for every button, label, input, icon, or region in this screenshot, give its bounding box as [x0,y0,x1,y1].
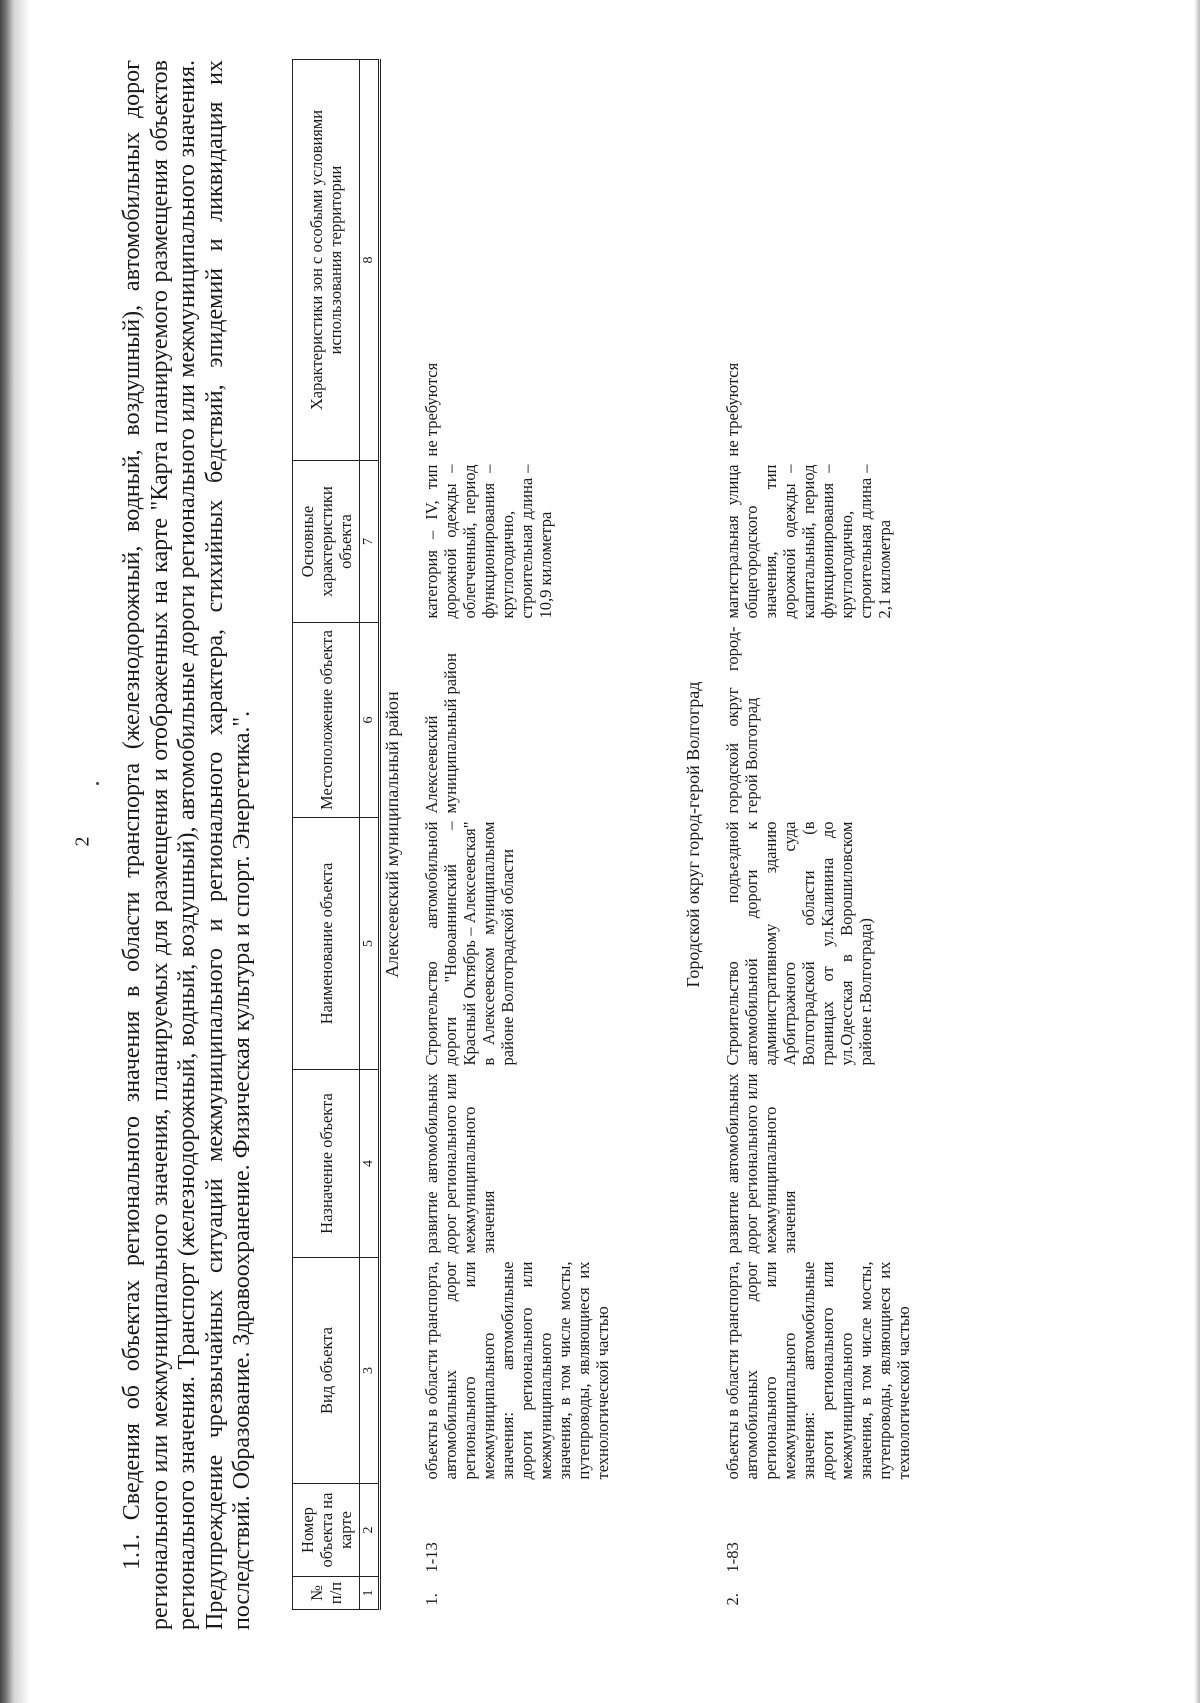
page-number: 2 [71,836,94,847]
objects-table [292,59,915,1610]
cell-location: городской округ город-герой Волгоград [723,626,761,814]
col-number: 5 [360,818,380,1070]
cell-location: Алексеевский муниципальный район [422,653,460,814]
col-number: 8 [360,60,380,461]
col-number: 7 [360,461,380,623]
scan-right-edge [1194,0,1200,1703]
col-header-num: № п/п [293,1577,360,1610]
cell-name: Строительство подъездной автомобильной дороги к административному зданию Арбитражного суда Волгоградской области (в границах от ул.Калинина до ул.Одесская в Ворошиловском районе г.Волгограда) [723,821,875,1066]
col-number: 3 [360,1258,380,1484]
table-column-numbers-row [360,60,380,1610]
cell-name: Строительство автомобильной дороги "Новоаннинский – Красный Октябрь – Алексеевская" в Алексеевском муниципальном районе Волгоградской области [422,821,517,1066]
cell-kind: объекты в области транспорта, автомобильных дорог регионального или межмуниципального значения: автомобильные дороги регионального или межмуниципального значения, в том числе мосты, путепроводы, являющиеся их технологической частью [723,1261,913,1480]
section-title-row [380,60,405,1610]
section-title: Городской округ город-герой Волгоград [683,681,703,988]
table-row [404,60,614,1610]
cell-purpose: развитие автомобильных дорог регионального или межмуниципального значения [723,1073,799,1254]
section-heading: 1.1. Сведения об объектах регионального значения в области транспорта (железнодорожный, водный, воздушный), автомобильных дорог регионального или межмуниципального значения, планируемых для размещения и отображенных на карте "Карта планируемого размещения объектов регионального значения. Транспорт (железнодорожный, водный, воздушный), автомобильные дороги регионального или межмуниципального значения. Предупреждение чрезвычайных ситуаций межмуниципального и регионального характера, стихийных бедствий, эпидемий и ликвидация их последствий. Образование. Здравоохранение. Физическая культура и спорт. Энергетика.". [119,60,255,1630]
col-number: 2 [360,1484,380,1577]
section-title: Алексеевский муниципальный район [382,691,402,978]
cell-characteristics: магистральная улица общегородского значения, тип дорожной одежды – капитальный, период функционирования – круглогодично, строительная длина – 2,1 километра [723,464,894,619]
cell-zones: не требуются [723,362,742,457]
section-title-row [614,60,705,1610]
cell-num: 1. [422,1593,441,1606]
col-header-purpose: Назначение объекта [293,1070,360,1258]
col-header-zones: Характеристики зон с особыми условиями использования территории [293,60,360,461]
col-number: 1 [360,1577,380,1610]
col-header-name: Наименование объекта [293,818,360,1070]
col-header-map-number: Номер объекта на карте [293,1484,360,1577]
col-header-kind: Вид объекта [293,1258,360,1484]
cell-num: 2. [723,1593,742,1606]
cell-zones: не требуются [422,362,441,457]
cell-map-number: 1-13 [422,1542,441,1573]
cell-characteristics: категория – IV, тип дорожной одежды – облегченный, период функционирования – круглогодично, строительная длина – 10,9 километра [422,464,555,619]
col-header-characteristics: Основные характеристики объекта [293,461,360,623]
scan-left-edge [0,0,30,1703]
cell-map-number: 1-83 [723,1542,742,1573]
col-header-location: Местоположение объекта [293,623,360,818]
cell-purpose: развитие автомобильных дорог регионального или межмуниципального значения [422,1073,498,1254]
rotated-page-content [40,10,1180,1690]
table-row [705,60,915,1610]
col-number: 4 [360,1070,380,1258]
col-number: 6 [360,623,380,818]
table-header-row [293,60,360,1610]
cell-kind: объекты в области транспорта, автомобильных дорог регионального или межмуниципального значения: автомобильные дороги регионального или межмуниципального значения, в том числе мосты, путепроводы, являющиеся их технологической частью [422,1261,612,1480]
